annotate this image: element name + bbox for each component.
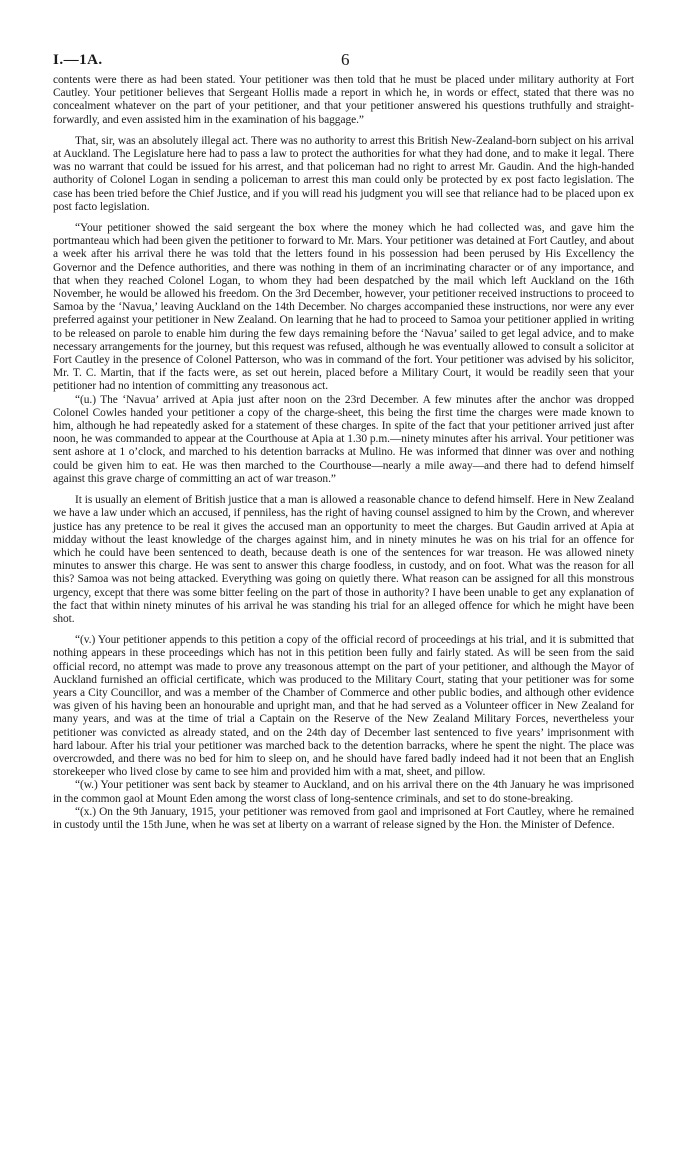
paragraph: “Your petitioner showed the said sergeant the box where the money which he had collected was, and gave him the portmanteau which had been given the petitioner to forward to Mr. Mars. Your petitioner was detained at Fort Cautley, and about a week after his arrival there he was told that the letters found in his possession had been perused by His Excellency the Governor and the Defence authorities, and there was nothing in them of an incriminating character or of any importance, and that when they reached Colonel Logan, to whom they had been despatched by the mail which left Auckland on the 16th November, he would be allowed his freedom. On the 3rd December, however, your petitioner received instructions to proceed to Samoa by the ‘Navua,’ leaving Auckland on the 14th December. No charges accompanied these instructions, nor were any ever preferred against your petitioner in New Zealand. On learning that he had to proceed to Samoa your petitioner applied in writing to be released on parole to enable him during the few days remaining before the ‘Navua’ sailed to get legal advice, and to make necessary arrangements for the journey, but this request was refused, although he was eventually allowed to consult a solicitor at Fort Cautley in the presence of Colonel Patterson, who was in command of the fort. Your petitioner was advised by his solicitor, Mr. T. C. Martin, that if the facts were, as set out herein, placed before a Military Court, it would be readily seen that your petitioner had no intention of committing any treasonous act. xyxy=(53,222,634,393)
paper-reference: I.—1A. xyxy=(53,52,103,68)
paragraph: “(w.) Your petitioner was sent back by steamer to Auckland, and on his arrival there on the 4th January he was imprisoned in the common gaol at Mount Eden among the worst class of long-sentence criminals, and set to do stone-breaking. xyxy=(53,779,634,805)
paragraph: “(x.) On the 9th January, 1915, your petitioner was removed from gaol and imprisoned at Fort Cautley, where he remained in custody until the 15th June, when he was set at liberty on a warrant of release signed by the Hon. the Minister of Defence. xyxy=(53,805,634,831)
page-number: 6 xyxy=(341,50,350,69)
page-header xyxy=(53,44,634,74)
paragraph: It is usually an element of British justice that a man is allowed a reasonable chance to defend himself. Here in New Zealand we have a law under which an accused, if penniless, has the right of having counsel assigned to him by the Crown, and wherever justice has any pretence to be real it gives the accused man an opportunity to meet the charges. But Gaudin arrived at Apia at midday without the least knowledge of the charges against him, and in ninety minutes he was on his trial for an offence for which he could have been sentenced to death, because death is one of the sentences for war treason. He was allowed ninety minutes to answer this charge. He was sent to answer this charge foodless, in custody, and on foot. What was the reason for all this? Samoa was not being attacked. Everything was going on quietly there. What reason can be assigned for all this monstrous urgency, except that there was some bitter feeling on the part of those in authority? I have been unable to get any explanation of the fact that within ninety minutes of his arrival he was standing his trial for an alleged offence for which he might have been shot. xyxy=(53,494,634,625)
paragraph: “(u.) The ‘Navua’ arrived at Apia just after noon on the 23rd December. A few minutes after the anchor was dropped Colonel Cowles handed your petitioner a copy of the charge-sheet, this being the first time the charges were made known to him, although he had repeatedly asked for a statement of these charges. In spite of the fact that your petitioner arrived just after noon, he was commanded to appear at the Courthouse at Apia at 1.30 p.m.—ninety minutes after his arrival. Your petitioner was sent ashore at 1 o’clock, and marched to his detention barracks at Mulino. He was informed that dinner was over and nothing could be given him to eat. He was then marched to the Courthouse—nearly a mile away—and there had to defend himself against this grave charge of committing an act of war treason.” xyxy=(53,393,634,485)
paragraph: That, sir, was an absolutely illegal act. There was no authority to arrest this British New-Zealand-born subject on his arrival at Auckland. The Legislature here had to pass a law to protect the authorities for what they had done, and to make it legal. There was no warrant that could be issued for his arrest, and that policeman had no right to arrest Mr. Gaudin. And the high-handed authority of Colonel Logan in sending a policeman to arrest this man could only be protected by ex post facto legislation. The case has been tried before the Chief Justice, and if you will read his judgment you will see that reliance had to be placed upon ex post facto legislation. xyxy=(53,134,634,213)
paragraph: contents were there as had been stated. Your petitioner was then told that he must be placed under military authority at Fort Cautley. Your petitioner believes that Sergeant Hollis made a report in which he, in words or effect, stated that there was no concealment whatever on the part of your petitioner, and that your petitioner answered his questions truthfully and straight-forwardly, and even assisted him in the examination of his baggage.” xyxy=(53,74,634,126)
paragraph: “(v.) Your petitioner appends to this petition a copy of the official record of proceedings at his trial, and it is submitted that nothing appears in these proceedings which has not in this petition been fully and fairly stated. As will be seen from the said official record, no attempt was made to prove any treasonous attempt on the part of your petitioner, and although the Mayor of Auckland furnished an official certificate, which was produced to the Military Court, stating that your petitioner was for some years a City Councillor, and was a member of the Chamber of Commerce and other public bodies, and although other evidence was given of his having been an honourable and upright man, and that he had served as a Volunteer officer in New Zealand for many years, and was at the time of trial a Captain on the Reserve of the New Zealand Military Forces, nevertheless your petitioner was convicted as already stated, and on the 24th day of December last sentenced to five years’ imprisonment with hard labour. After his trial your petitioner was marched back to the detention barracks, where he spent the night. The place was overcrowded, and there was no bed for him to sleep on, and he should have fared badly indeed had it not been that an English storekeeper who lived close by came to see him and provided him with a mat, sheet, and pillow. xyxy=(53,634,634,779)
body-text xyxy=(53,74,634,832)
